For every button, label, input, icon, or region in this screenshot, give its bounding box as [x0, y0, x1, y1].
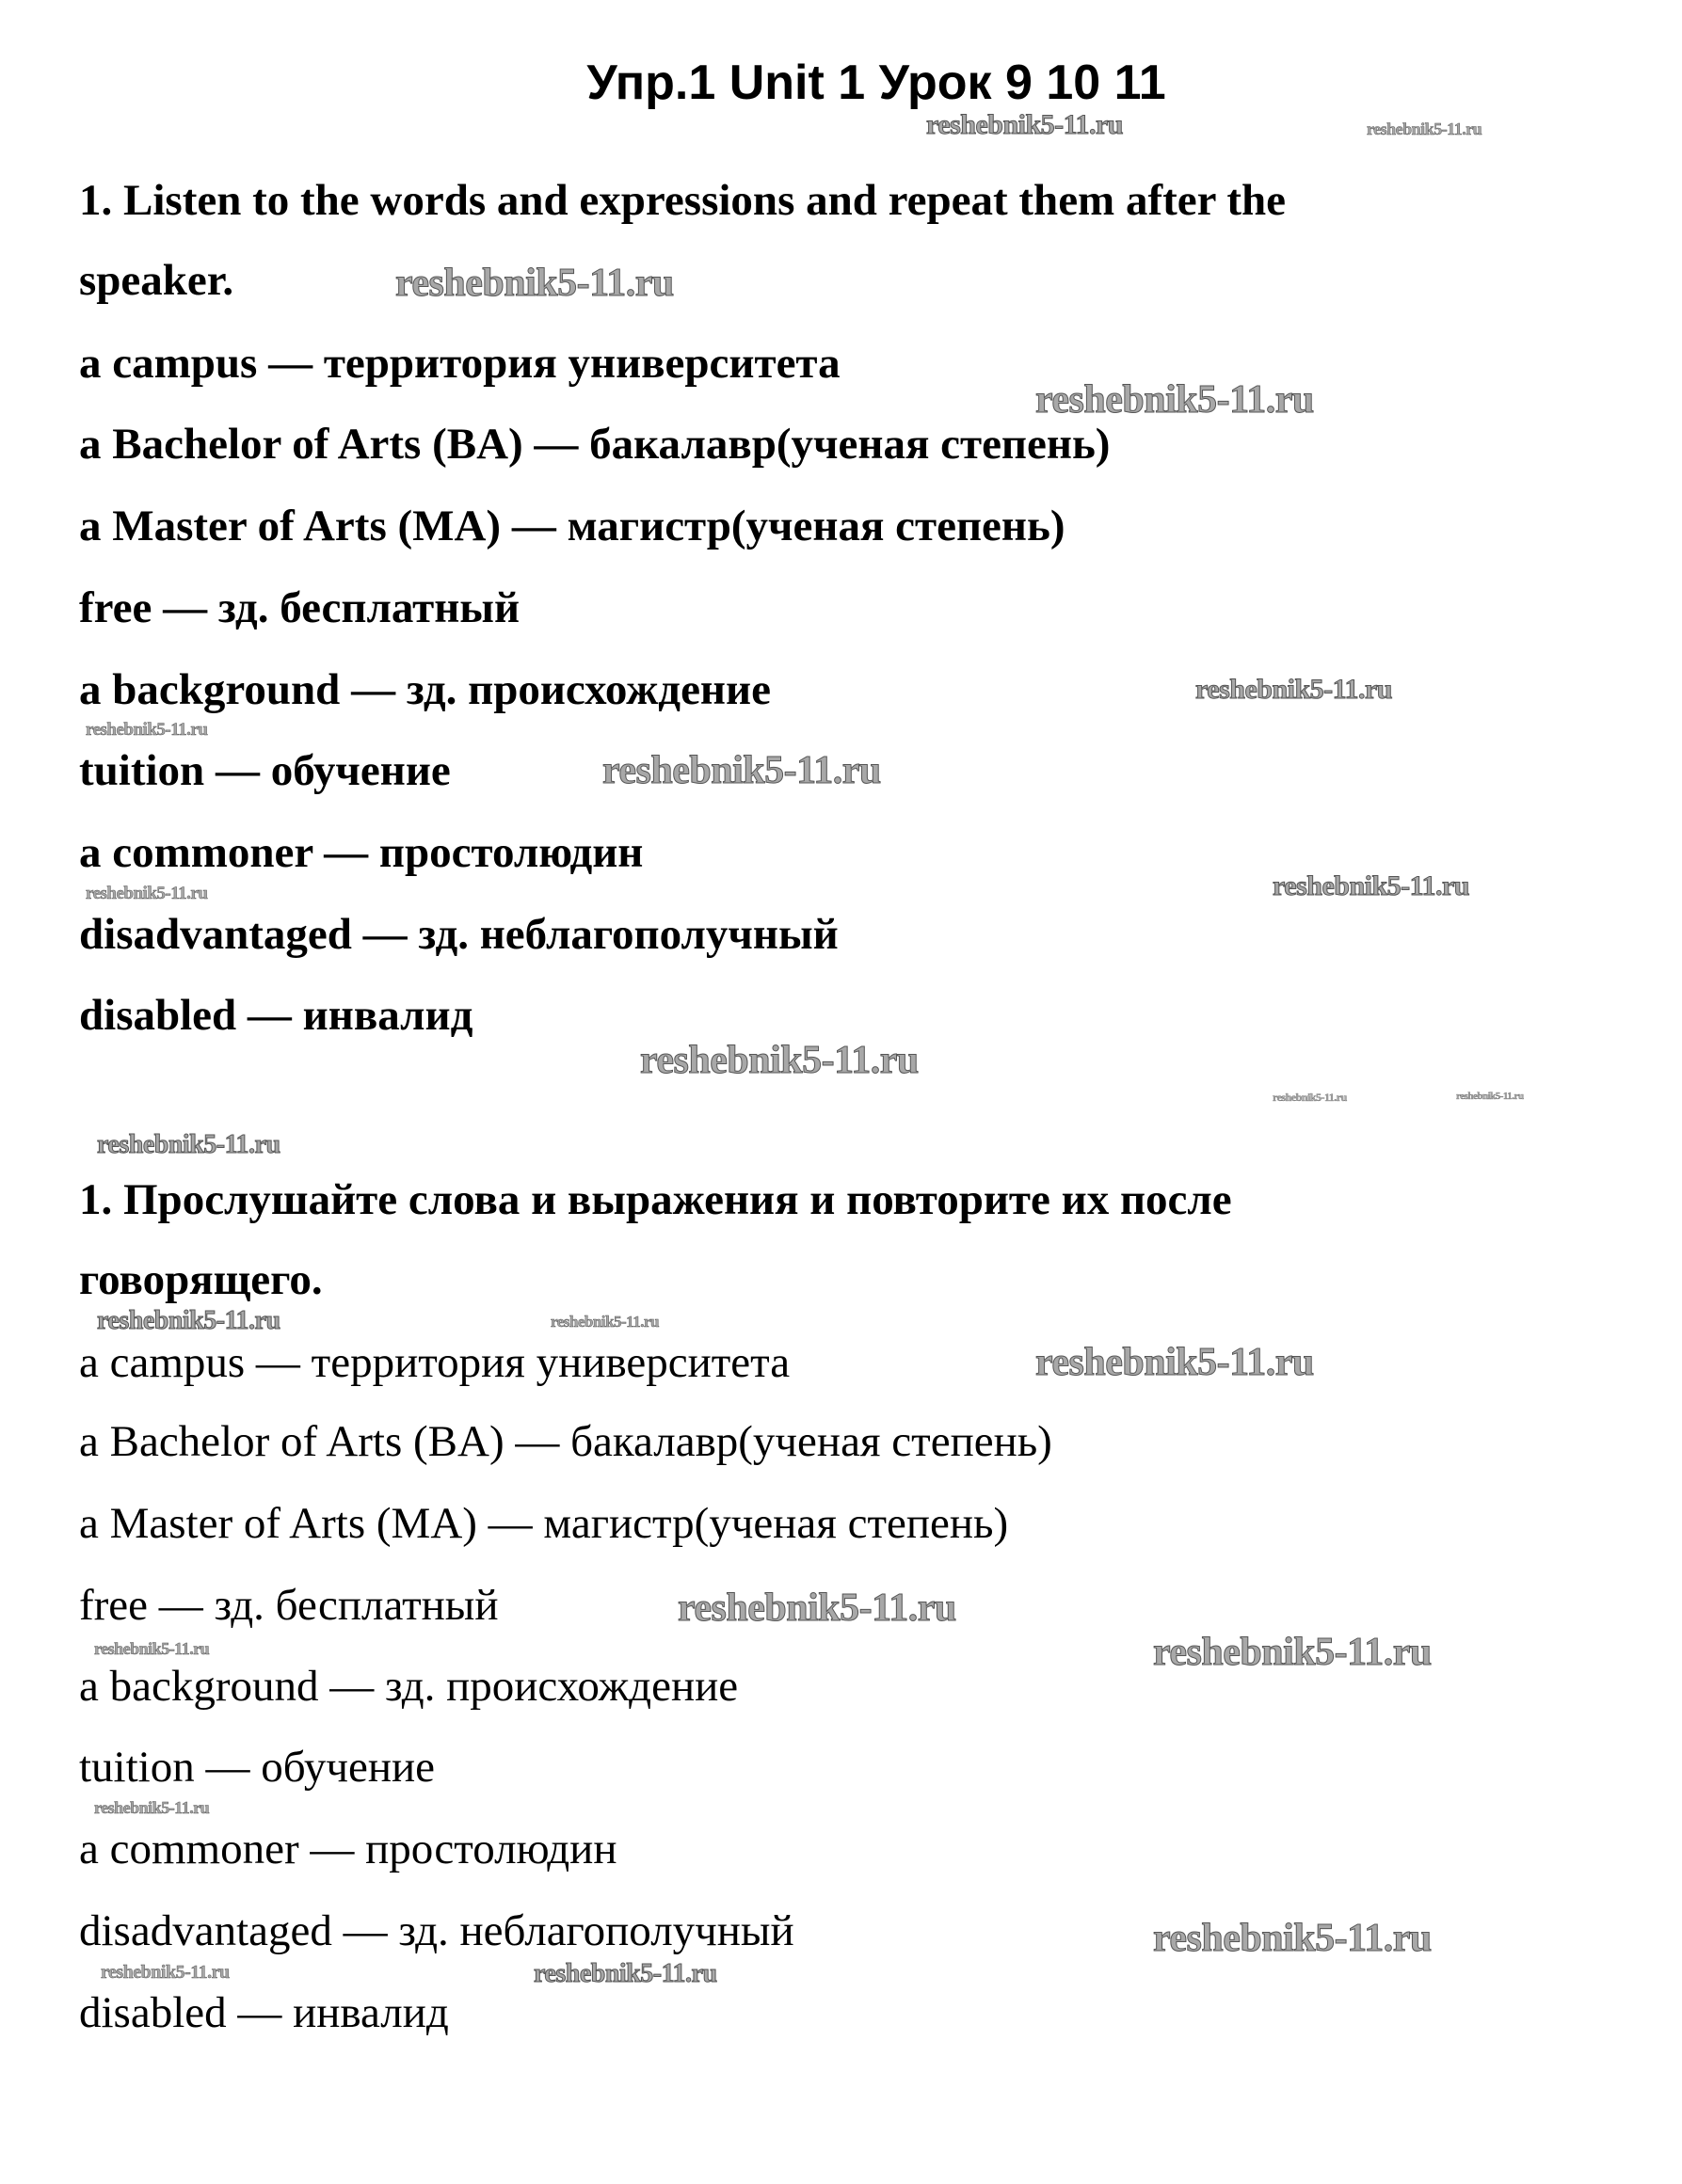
watermark: reshebnik5-11.ru: [101, 1962, 230, 1983]
vocab-item: a background — зд. происхождение: [79, 665, 771, 714]
vocab-item: disabled — инвалид: [79, 1988, 449, 2037]
watermark: reshebnik5-11.ru: [94, 1798, 210, 1817]
watermark: reshebnik5-11.ru: [1273, 870, 1469, 901]
vocab-item: a background — зд. происхождение: [79, 1662, 739, 1711]
watermark: reshebnik5-11.ru: [94, 1639, 210, 1658]
watermark: reshebnik5-11.ru: [640, 1039, 919, 1082]
watermark: reshebnik5-11.ru: [1456, 1091, 1524, 1102]
vocab-item: tuition — обучение: [79, 1743, 436, 1792]
watermark: reshebnik5-11.ru: [97, 1306, 280, 1335]
vocab-item: disadvantaged — зд. неблагополучный: [79, 910, 839, 959]
english-heading: 1. Listen to the words and expressions and repeat them after the: [79, 176, 1287, 225]
watermark: reshebnik5-11.ru: [86, 720, 208, 740]
watermark: reshebnik5-11.ru: [395, 262, 674, 305]
watermark: reshebnik5-11.ru: [1367, 120, 1482, 138]
vocab-item: a campus — территория университета: [79, 339, 841, 388]
watermark: reshebnik5-11.ru: [678, 1586, 956, 1630]
vocab-item: disadvantaged — зд. неблагополучный: [79, 1906, 794, 1955]
english-heading-cont: speaker.: [79, 256, 234, 305]
watermark: reshebnik5-11.ru: [1153, 1631, 1432, 1674]
vocab-item: tuition — обучение: [79, 746, 451, 795]
vocab-item: free — зд. бесплатный: [79, 583, 521, 632]
watermark: reshebnik5-11.ru: [1153, 1917, 1432, 1960]
russian-heading: 1. Прослушайте слова и выражения и повторите их после: [79, 1175, 1232, 1224]
vocab-item: a Master of Arts (MA) — магистр(ученая степень): [79, 1499, 1009, 1548]
watermark: reshebnik5-11.ru: [602, 749, 881, 792]
page-title: Упр.1 Unit 1 Урок 9 10 11: [586, 56, 1166, 110]
watermark: reshebnik5-11.ru: [551, 1313, 659, 1331]
watermark: reshebnik5-11.ru: [97, 1130, 280, 1159]
watermark: reshebnik5-11.ru: [534, 1959, 717, 1988]
vocab-item: a commoner — простолюдин: [79, 828, 644, 877]
russian-heading-cont: говорящего.: [79, 1255, 323, 1304]
vocab-item: free — зд. бесплатный: [79, 1581, 499, 1630]
vocab-item: a Master of Arts (MA) — магистр(ученая степень): [79, 502, 1065, 550]
vocab-item: a Bachelor of Arts (BA) — бакалавр(ученая степень): [79, 420, 1111, 469]
vocab-item: a commoner — простолюдин: [79, 1825, 617, 1873]
watermark: reshebnik5-11.ru: [926, 109, 1123, 140]
watermark: reshebnik5-11.ru: [1195, 674, 1392, 705]
vocab-item: disabled — инвалид: [79, 991, 473, 1040]
vocab-item: a Bachelor of Arts (BA) — бакалавр(ученая степень): [79, 1417, 1052, 1466]
watermark: reshebnik5-11.ru: [1035, 378, 1314, 422]
watermark: reshebnik5-11.ru: [1273, 1091, 1347, 1104]
watermark: reshebnik5-11.ru: [1035, 1341, 1314, 1384]
watermark: reshebnik5-11.ru: [86, 884, 208, 903]
vocab-item: a campus — территория университета: [79, 1338, 791, 1387]
